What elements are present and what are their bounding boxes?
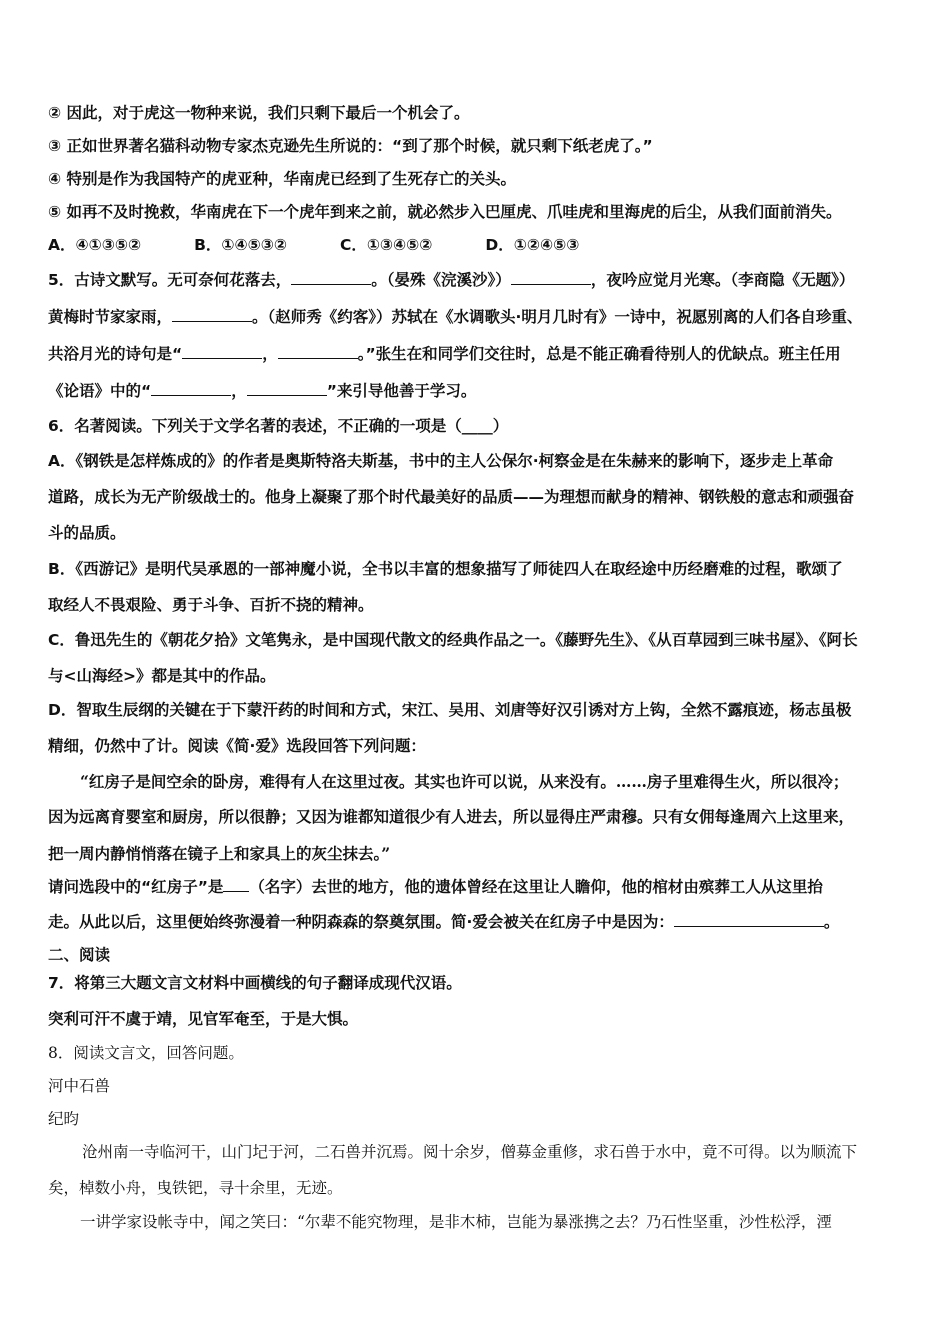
q5-line-2 bbox=[48, 306, 912, 328]
q5-text: 。（赵师秀《约客》）苏轼在《水调歌头·明月几时有》一诗中，祝愿别离的人们各自珍重、 bbox=[252, 308, 863, 326]
q6-option-a-line-3: 斗的品质。 bbox=[48, 524, 126, 542]
blank bbox=[151, 381, 231, 396]
blank bbox=[247, 381, 327, 396]
q5-text: 5．古诗文默写。无可奈何花落去， bbox=[48, 271, 292, 289]
passage-author: 纪昀 bbox=[48, 1110, 80, 1128]
passage-p1-line-1: 沧州南一寺临河干，山门圮于河，二石兽并沉焉。阅十余岁，僧募金重修，求石兽于水中，竟不可得。以为顺流下 bbox=[82, 1143, 858, 1161]
blank bbox=[278, 344, 358, 359]
excerpt-question-line-2 bbox=[48, 911, 912, 933]
q5-text: 。（晏殊《浣溪沙》） bbox=[371, 271, 511, 289]
blank bbox=[511, 270, 591, 285]
blank bbox=[291, 270, 371, 285]
q7-stem: 7．将第三大题文言文材料中画横线的句子翻译成现代汉语。 bbox=[48, 974, 462, 992]
option-c: C．①③④⑤② bbox=[339, 236, 433, 254]
excerpt-line-3: 把一周内静悄悄落在镜子上和家具上的灰尘抹去。” bbox=[48, 844, 391, 863]
q5-text: ， bbox=[231, 382, 247, 400]
q5-text: ， bbox=[262, 345, 278, 363]
q7-sentence: 突利可汗不虞于靖，见官军奄至，于是大惧。 bbox=[48, 1010, 359, 1028]
section-heading: 二、阅读 bbox=[48, 946, 111, 964]
excerpt-line-2: 因为远离育婴室和厨房，所以很静；又因为谁都知道很少有人进去，所以显得庄严肃穆。只有女佣每逢周六上这里来， bbox=[48, 807, 855, 826]
q6-option-c-line-2: 与<山海经>》都是其中的作品。 bbox=[48, 667, 276, 685]
blank bbox=[223, 877, 249, 892]
q5-text: 《论语》中的“ bbox=[48, 382, 152, 400]
q6-option-a-line-1: A．《钢铁是怎样炼成的》的作者是奥斯特洛夫斯基，书中的主人公保尔·柯察金是在朱赫来的影响下，逐步走上革命 bbox=[48, 452, 834, 470]
q6-option-c-line-1: C．鲁迅先生的《朝花夕拾》文笔隽永，是中国现代散文的经典作品之一。《藤野先生》、《从百草园到三味书屋》、《阿长 bbox=[48, 631, 858, 649]
q6-stem: 6．名著阅读。下列关于文学名著的表述，不正确的一项是（____） bbox=[48, 417, 509, 435]
q8-stem: 8．阅读文言文，回答问题。 bbox=[48, 1044, 244, 1062]
q6-option-b-line-2: 取经人不畏艰险、勇于斗争、百折不挠的精神。 bbox=[48, 596, 374, 614]
q5-line-1 bbox=[48, 269, 912, 291]
excerpt-line-1: “红房子是间空余的卧房，难得有人在这里过夜。其实也许可以说，从来没有。……房子里难得生火，所以很冷； bbox=[80, 772, 849, 791]
q6-option-d-line-2: 精细，仍然中了计。阅读《简·爱》选段回答下列问题： bbox=[48, 737, 426, 755]
question-text: 走。从此以后，这里便始终弥漫着一种阴森森的祭奠氛围。简·爱会被关在红房子中是因为： bbox=[48, 913, 674, 931]
q5-text: ，夜吟应觉月光寒。（李商隐《无题》） bbox=[590, 271, 855, 289]
statement-3: ③ 正如世界著名猫科动物专家杰克逊先生所说的：“到了那个时候，就只剩下纸老虎了。” bbox=[48, 137, 653, 155]
q6-option-b-line-1: B．《西游记》是明代吴承恩的一部神魔小说，全书以丰富的想象描写了师徒四人在取经途中历经磨难的过程，歌颂了 bbox=[48, 560, 843, 578]
q5-text: 共浴月光的诗句是“ bbox=[48, 345, 183, 363]
q5-text: ”来引导他善于学习。 bbox=[326, 382, 477, 400]
question-text: （名字）去世的地方，他的遗体曾经在这里让人瞻仰，他的棺材由殡葬工人从这里抬 bbox=[249, 878, 823, 896]
question-text: 。 bbox=[823, 913, 840, 931]
q5-text: 黄梅时节家家雨， bbox=[48, 308, 173, 326]
passage-p2-line-1: 一讲学家设帐寺中，闻之笑曰：“尔辈不能究物理，是非木柿，岂能为暴涨携之去？乃石性坚重，沙性松浮，湮 bbox=[80, 1213, 832, 1231]
q5-line-4 bbox=[48, 380, 912, 402]
blank bbox=[182, 344, 262, 359]
option-a: A．④①③⑤② bbox=[48, 236, 142, 254]
q4-options bbox=[48, 234, 912, 256]
option-b: B．①④⑤③② bbox=[194, 236, 287, 254]
statement-4: ④ 特别是作为我国特产的虎亚种，华南虎已经到了生死存亡的关头。 bbox=[48, 170, 517, 188]
statement-5: ⑤ 如再不及时挽救，华南虎在下一个虎年到来之前，就必然步入巴厘虎、爪哇虎和里海虎的后尘，从我们面前消失。 bbox=[48, 203, 842, 221]
q5-line-3 bbox=[48, 343, 912, 365]
q5-text: 。”张生在和同学们交往时，总是不能正确看待别人的优缺点。班主任用 bbox=[357, 345, 841, 363]
passage-p1-line-2: 矣，棹数小舟，曳铁钯，寻十余里，无迹。 bbox=[48, 1179, 343, 1197]
statement-2: ② 因此，对于虎这一物种来说，我们只剩下最后一个机会了。 bbox=[48, 104, 470, 122]
blank bbox=[674, 912, 824, 927]
question-text: 请问选段中的“红房子”是 bbox=[48, 878, 224, 896]
blank bbox=[172, 307, 252, 322]
excerpt-question-line-1 bbox=[48, 876, 912, 898]
option-d: D．①②④⑤③ bbox=[485, 236, 580, 254]
q6-option-d-line-1: D．智取生辰纲的关键在于下蒙汗药的时间和方式，宋江、吴用、刘唐等好汉引诱对方上钩，全然不露痕迹，杨志虽极 bbox=[48, 701, 852, 719]
q6-option-a-line-2: 道路，成长为无产阶级战士的。他身上凝聚了那个时代最美好的品质——为理想而献身的精神、钢铁般的意志和顽强奋 bbox=[48, 488, 855, 506]
passage-title: 河中石兽 bbox=[48, 1077, 111, 1095]
